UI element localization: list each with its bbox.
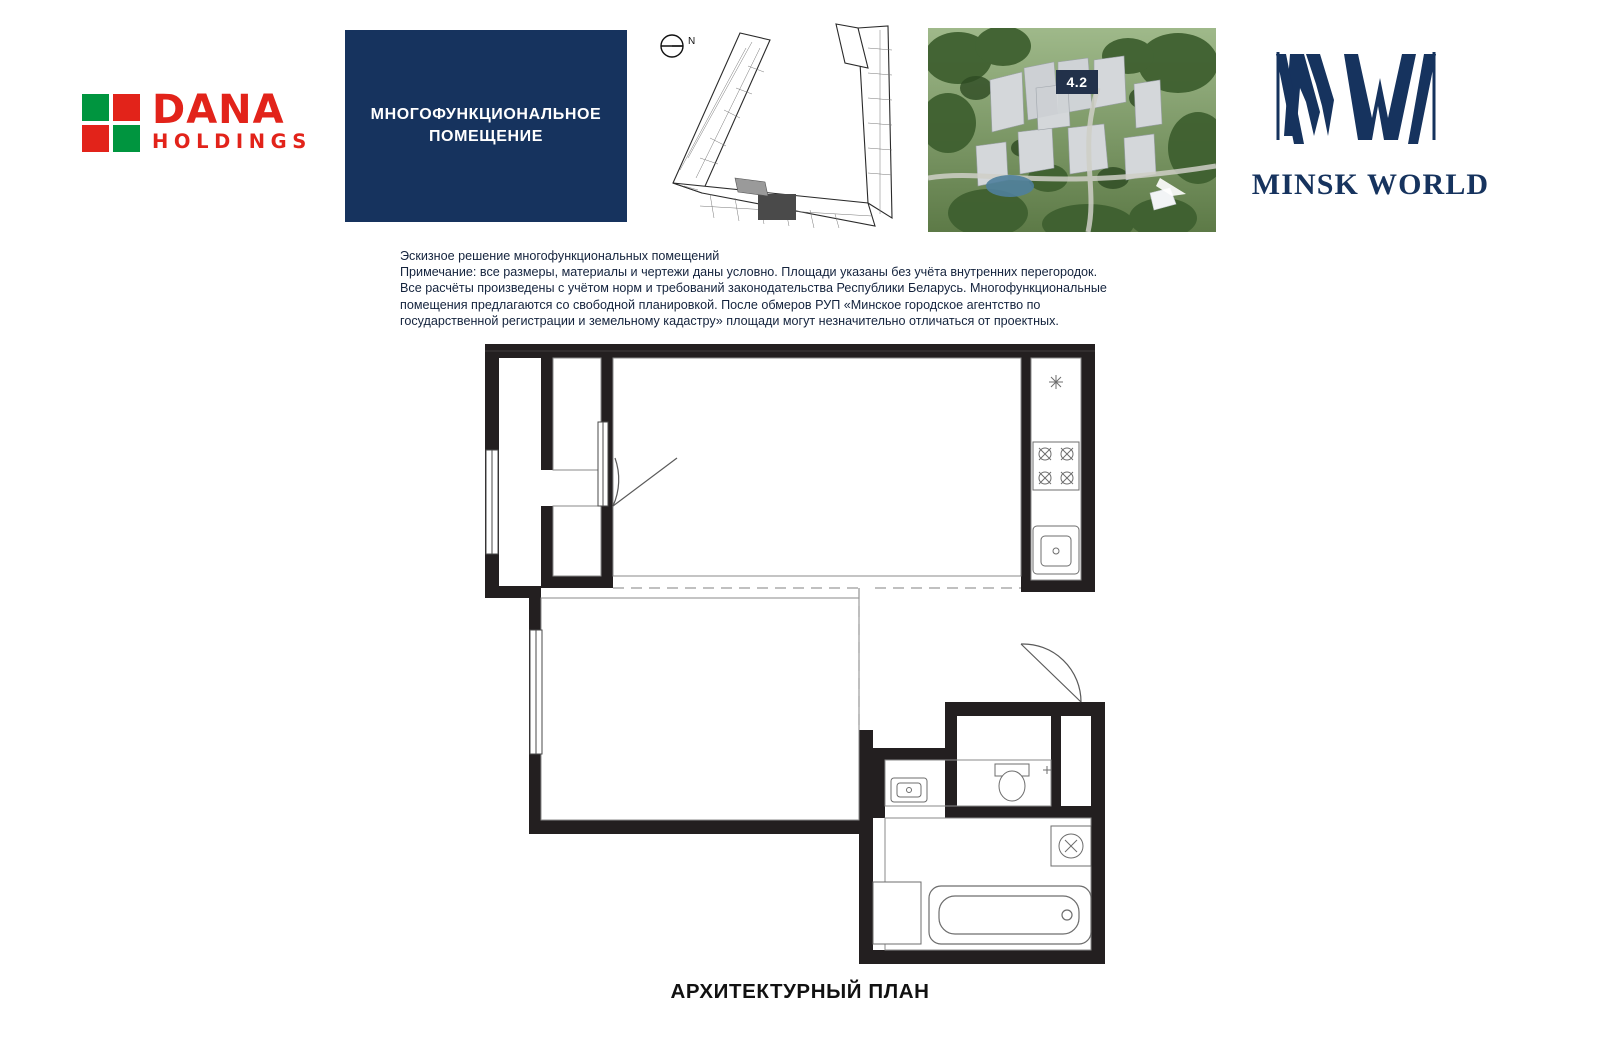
- note-line-3: Все расчёты произведены с учётом норм и требований законодательства Республики Беларусь. Многофункциональные: [400, 281, 1107, 296]
- note-line-2: Примечание: все размеры, материалы и чертежи даны условно. Площади указаны без учёта внутренних перегородок.: [400, 265, 1098, 280]
- note-line-5: государственной регистрации и земельному кадастру» площади могут незначительно отличаться от проектных.: [400, 313, 1059, 328]
- dana-square-green-2: [113, 125, 140, 152]
- dana-wordmark: DANA: [152, 87, 285, 133]
- building-key-plan: [640, 18, 925, 240]
- plan-type-title-box: [345, 30, 627, 222]
- plan-caption: АРХИТЕКТУРНЫЙ ПЛАН: [670, 980, 930, 1003]
- highlighted-unit: [758, 194, 796, 220]
- dana-holdings-logo: [82, 87, 327, 162]
- plan-type-title-line2: ПОМЕЩЕНИЕ: [428, 128, 544, 145]
- architectural-floor-plan: [455, 330, 1135, 980]
- svg-text:N: N: [688, 36, 696, 47]
- mw-monogram-icon: [1248, 40, 1493, 165]
- plan-type-title-line1: МНОГОФУНКЦИОНАЛЬНОЕ: [370, 106, 602, 123]
- dana-square-green-1: [82, 94, 109, 121]
- dana-squares-icon: [82, 94, 144, 156]
- note-line-1: Эскизное решение многофункциональных помещений: [400, 249, 720, 263]
- note-line-4: помещения предлагаются со свободной планировкой. После обмеров РУП «Минское городское агентство по: [400, 297, 1041, 312]
- dana-subtitle: HOLDINGS: [152, 130, 312, 153]
- dana-square-red-2: [82, 125, 109, 152]
- page-header: [0, 0, 1600, 240]
- aerial-render-thumbnail: [928, 28, 1216, 232]
- minsk-world-wordmark: MINSK WORLD: [1251, 168, 1490, 201]
- aerial-unit-badge: 4.2: [1056, 70, 1098, 94]
- minsk-world-logo: [1248, 40, 1493, 215]
- dana-square-red-1: [113, 94, 140, 121]
- disclaimer-note: [400, 248, 1220, 329]
- north-arrow-icon: [661, 35, 683, 57]
